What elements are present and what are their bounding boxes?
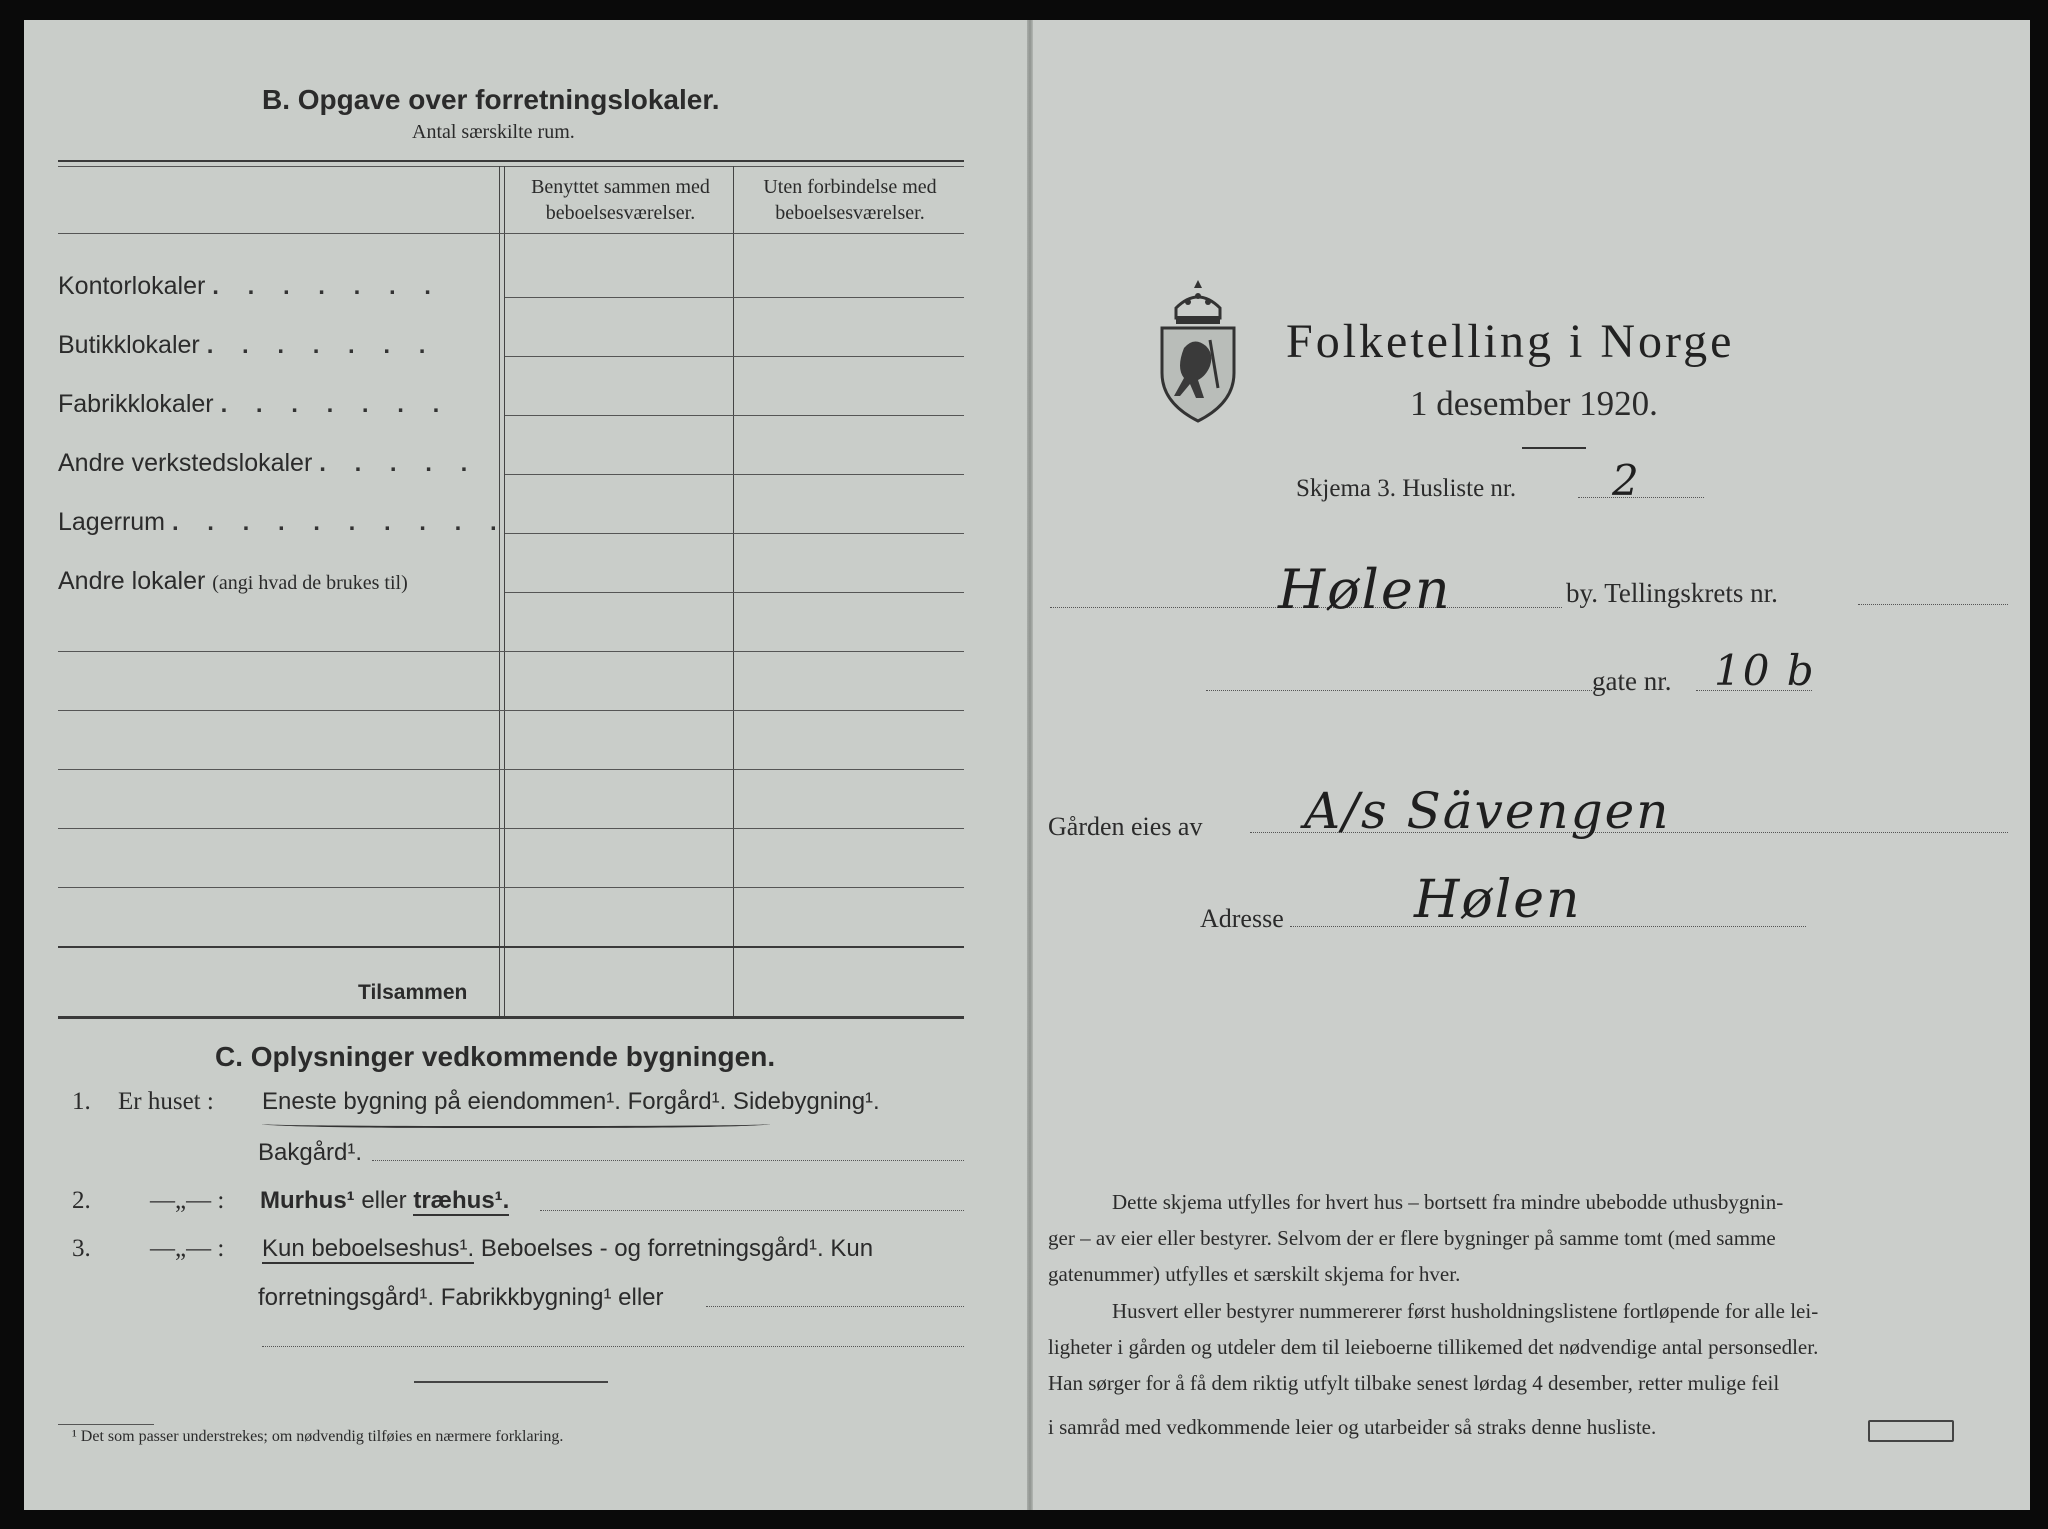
instructions-p1-line2: ger – av eier eller bestyrer. Selvom der er flere bygninger på samme tomt (med samme <box>1048 1226 1776 1250</box>
row-label-lager: Lagerrum . . . . . . . . . . <box>58 508 508 536</box>
address-label: Adresse <box>1200 904 1284 933</box>
instructions-p1-line1: Dette skjema utfylles for hvert hus – bortsett fra mindre ubebodde uthusbygnin- <box>1112 1190 1784 1214</box>
item1-prefix: Er huset : <box>118 1088 214 1115</box>
table-bottom-rule <box>58 1016 964 1019</box>
owner-name: A/s Sävengen <box>1304 782 1671 840</box>
item3-num: 3. <box>72 1235 91 1262</box>
row-line <box>58 828 964 829</box>
row-line <box>58 710 964 711</box>
street-fill-line <box>1206 690 1592 691</box>
table-sum-rule <box>58 946 964 948</box>
table-top-rule-2 <box>58 166 964 167</box>
item1-underline <box>262 1118 770 1128</box>
col1-header-line2: beboelsesværelser. <box>545 202 696 224</box>
item2-fill-line <box>540 1210 964 1211</box>
footnote-rule <box>58 1424 154 1425</box>
tellingskrets-fill-line <box>1858 604 2008 605</box>
row-line <box>58 769 964 770</box>
row-label-fabrikk: Fabrikklokaler . . . . . . . <box>58 390 451 418</box>
footnote: ¹ Det som passer understrekes; om nødvendig tilføies en nærmere forklaring. <box>72 1428 564 1445</box>
instructions-p2-line2: ligheter i gården og utdeler dem til leieboerne tillikemed det nødvendige antal personsedler. <box>1048 1335 1819 1359</box>
gate-number: 10 b <box>1714 646 1816 695</box>
husliste-number: 2 <box>1612 456 1641 505</box>
row-line <box>505 297 964 298</box>
instructions-p1-line3: gatenummer) utfylles et særskilt skjema for hver. <box>1048 1262 1461 1286</box>
row-line <box>505 356 964 357</box>
item3-fill-line <box>706 1306 964 1307</box>
table-divider-1a <box>499 166 500 1018</box>
city-name: Hølen <box>1278 558 1452 621</box>
row-line <box>505 415 964 416</box>
total-label: Tilsammen <box>358 981 468 1004</box>
husliste-fill-line <box>1578 497 1704 498</box>
coat-of-arms-icon <box>1158 278 1238 423</box>
item3-cont: forretningsgård¹. Fabrikkbygning¹ eller <box>258 1284 664 1311</box>
gate-label: gate nr. <box>1592 666 1672 696</box>
title-rule <box>1522 447 1586 449</box>
section-c-end-rule <box>414 1381 608 1383</box>
item2-text: Murhus¹ eller træhus¹. <box>260 1187 510 1214</box>
row-label-kontor: Kontorlokaler . . . . . . . <box>58 272 442 300</box>
item3-fill-line-2 <box>262 1346 964 1347</box>
item3-prefix: —„— : <box>150 1235 225 1262</box>
col2-header-line2: beboelsesværelser. <box>775 202 925 224</box>
section-b-title: B. Opgave over forretningslokaler. <box>262 84 720 115</box>
row-label-verksted: Andre verkstedslokaler . . . . . <box>58 449 479 477</box>
row-line <box>58 887 964 888</box>
owner-label: Gården eies av <box>1048 812 1203 841</box>
row-line <box>505 533 964 534</box>
cover-title: Folketelling i Norge <box>1286 315 1735 368</box>
col1-header-line1: Benyttet sammen med <box>531 176 710 198</box>
section-b-subtitle: Antal særskilte rum. <box>412 121 575 143</box>
instructions-p2-line1: Husvert eller bestyrer nummererer først husholdningslistene fortløpende for alle lei- <box>1112 1299 1819 1323</box>
row-label-andre: Andre lokaler (angi hvad de brukes til) <box>58 567 408 595</box>
by-label: by. Tellingskrets nr. <box>1566 578 1778 608</box>
printer-stamp-icon <box>1868 1420 1954 1442</box>
address-value: Hølen <box>1414 870 1582 930</box>
row-label-butikk: Butikklokaler . . . . . . . <box>58 331 437 359</box>
instructions-p2-line4: i samråd med vedkommende leier og utarbeider så straks denne husliste. <box>1048 1415 1657 1439</box>
item3-text: Kun beboelseshus¹. Beboelses - og forretningsgård¹. Kun <box>262 1235 874 1262</box>
skjema-label: Skjema 3. Husliste nr. <box>1296 475 1517 502</box>
row-line <box>505 474 964 475</box>
row-line <box>58 651 964 652</box>
item1-fill-line <box>372 1160 964 1161</box>
col2-header-line1: Uten forbindelse med <box>763 176 937 198</box>
header-bottom-rule <box>58 233 964 234</box>
row-line <box>505 592 964 593</box>
section-c-title: C. Oplysninger vedkommende bygningen. <box>215 1041 776 1072</box>
instructions-p2-line3: Han sørger for å få dem riktig utfylt tilbake senest lørdag 4 desember, retter mulige feil <box>1048 1371 1780 1395</box>
item2-num: 2. <box>72 1187 91 1214</box>
page-fold <box>1027 20 1033 1510</box>
item1-num: 1. <box>72 1088 91 1115</box>
item1-cont: Bakgård¹. <box>258 1139 363 1166</box>
item1-text: Eneste bygning på eiendommen¹. Forgård¹. Sidebygning¹. <box>262 1088 880 1115</box>
table-top-rule <box>58 160 964 162</box>
cover-date: 1 desember 1920. <box>1410 384 1658 423</box>
item2-prefix: —„— : <box>150 1187 225 1214</box>
